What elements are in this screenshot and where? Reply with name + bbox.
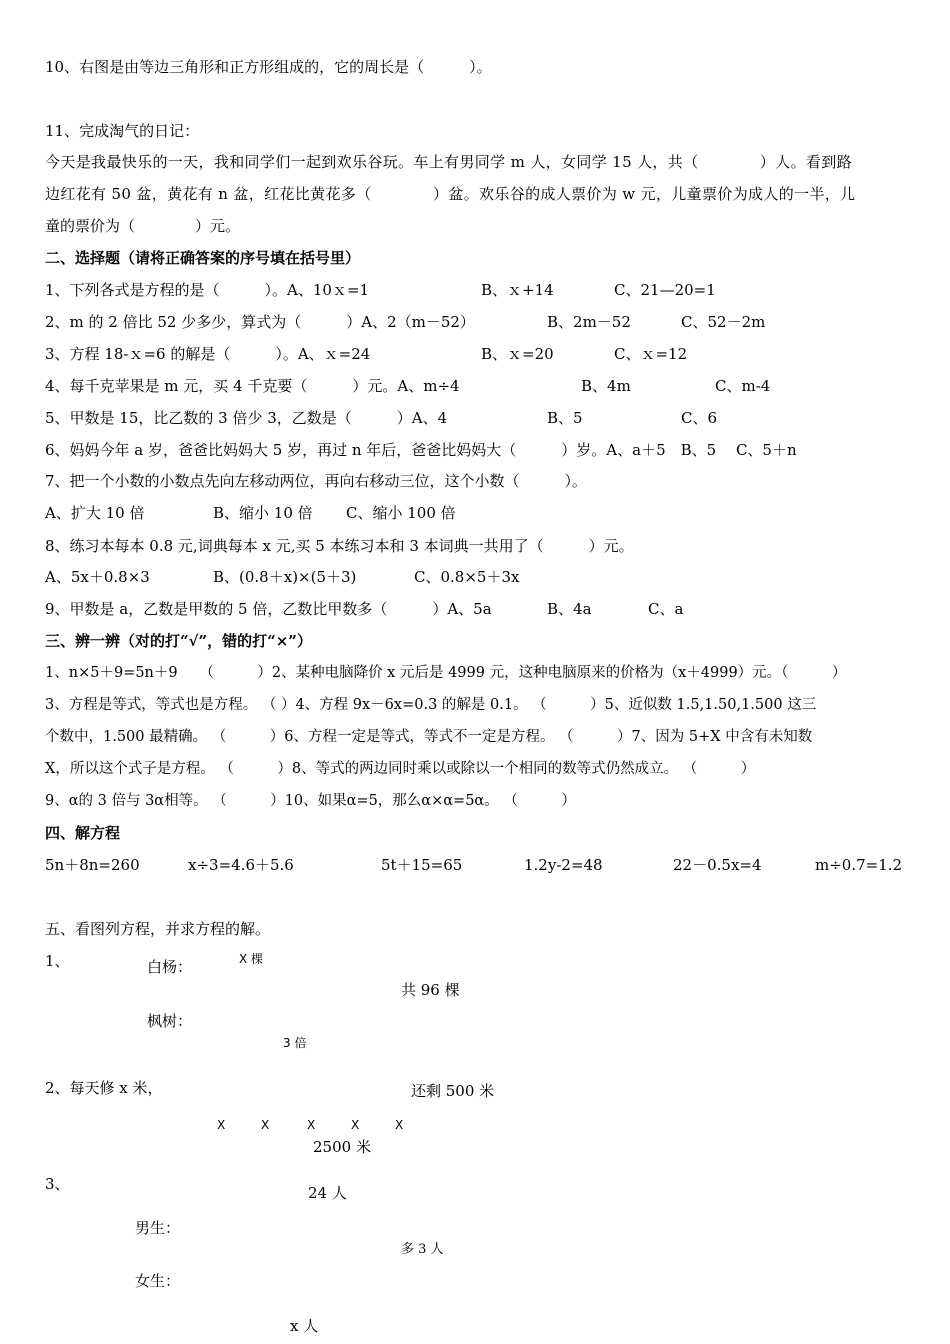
choice-option-b: B、缩小 10 倍 — [213, 504, 313, 522]
choice-option-c: C、m-4 — [715, 377, 771, 395]
choice-option-b: B、ｘ=20 — [481, 345, 554, 363]
question-11-line: 边红花有 50 盆，黄花有 n 盆，红花比黄花多（ ）盆。欢乐谷的成人票价为 w 元，儿童票价为成人的一半，儿 — [45, 185, 856, 203]
label-x-people: x 人 — [290, 1317, 319, 1335]
choice-question: 8、练习本每本 0.8 元,词典每本 x 元,买 5 本练习本和 3 本词典一共用了（ ）元。 — [45, 537, 634, 555]
label-boys: 男生： — [135, 1219, 181, 1237]
choice-question: 4、每千克苹果是 m 元，买 4 千克要（ ）元。A、m÷4 — [45, 377, 460, 395]
section-3-heading: 三、辨一辨（对的打“√”，错的打“×”） — [45, 632, 312, 650]
choice-option-b: B、2m－52 — [547, 313, 631, 331]
choice-question: 2、m 的 2 倍比 52 少多少，算式为（ ）A、2（m－52） — [45, 313, 475, 331]
judge-line: 个数中，1.500 最精确。 （ ）6、方程一定是等式，等式不一定是方程。 （ ）7、因为 5+X 中含有未知数 — [45, 729, 813, 745]
label-remain: 还剩 500 米 — [411, 1082, 495, 1100]
label-times: 3 倍 — [283, 1036, 307, 1050]
choice-question: 9、甲数是 a，乙数是甲数的 5 倍，乙数比甲数多（ ）A、5a — [45, 600, 492, 618]
choice-option-c: C、6 — [681, 409, 718, 427]
label-fengshu: 枫树： — [147, 1012, 193, 1030]
question-10: 10、右图是由等边三角形和正方形组成的，它的周长是（ ）。 — [45, 58, 492, 76]
choice-question: 3、方程 18-ｘ=6 的解是（ ）。A、ｘ=24 — [45, 345, 371, 363]
problem-2-label: 2、每天修 x 米， — [45, 1079, 163, 1097]
choice-question: 6、妈妈今年 a 岁，爸爸比妈妈大 5 岁，再过 n 年后，爸爸比妈妈大（ ）岁。A、a＋5 B、5 C、5＋n — [45, 441, 797, 459]
problem-1-number: 1、 — [45, 952, 70, 970]
x-mark: X — [351, 1118, 360, 1132]
section-4-heading: 四、解方程 — [45, 824, 121, 842]
label-x-trees: X 棵 — [239, 952, 264, 966]
x-mark: X — [261, 1118, 270, 1132]
equation: 22－0.5x=4 — [673, 856, 762, 874]
judge-line: 9、α的 3 倍与 3α相等。 （ ）10、如果α=5，那么α×α=5α。 （ ） — [45, 793, 576, 809]
choice-option-c: C、a — [648, 600, 684, 618]
question-11-line: 童的票价为（ ）元。 — [45, 217, 241, 235]
choice-option-b: B、4m — [581, 377, 631, 395]
label-count: 24 人 — [308, 1184, 347, 1202]
x-mark: X — [217, 1118, 226, 1132]
choice-option-c: C、0.8×5＋3x — [414, 568, 520, 586]
choice-question: 7、把一个小数的小数点先向左移动两位，再向右移动三位，这个小数（ ）。 — [45, 472, 588, 490]
equation: x÷3=4.6＋5.6 — [188, 856, 294, 874]
choice-option-b: B、5 — [547, 409, 583, 427]
equation: 5t＋15=65 — [381, 856, 463, 874]
choice-option-a: A、扩大 10 倍 — [45, 504, 145, 522]
judge-line: X，所以这个式子是方程。 （ ）8、等式的两边同时乘以或除以一个相同的数等式仍然成立。 （ ） — [45, 761, 756, 777]
judge-line: 3、方程是等式，等式也是方程。 （ ）4、方程 9x－6x=0.3 的解是 0.1。 （ ）5、近似数 1.5,1.50,1.500 这三 — [45, 697, 817, 713]
label-total: 共 96 棵 — [401, 981, 460, 999]
equation: 5n＋8n=260 — [45, 856, 140, 874]
equation: 1.2y-2=48 — [524, 856, 603, 874]
equation: m÷0.7=1.2 — [815, 856, 903, 874]
choice-question: 1、下列各式是方程的是（ ）。A、10ｘ=1 — [45, 281, 370, 299]
choice-option-c: C、52－2m — [681, 313, 766, 331]
section-5-heading: 五、看图列方程，并求方程的解。 — [45, 920, 271, 938]
question-11-line: 今天是我最快乐的一天，我和同学们一起到欢乐谷玩。车上有男同学 m 人，女同学 15 人，共（ ）人。看到路 — [45, 153, 852, 171]
label-total-length: 2500 米 — [313, 1138, 371, 1156]
label-baiyang: 白杨： — [147, 958, 193, 976]
x-mark: X — [395, 1118, 404, 1132]
label-more: 多 3 人 — [401, 1242, 444, 1257]
choice-option-c: C、缩小 100 倍 — [346, 504, 456, 522]
choice-option-b: B、ｘ+14 — [481, 281, 554, 299]
judge-line: 1、n×5＋9=5n＋9 （ ）2、某种电脑降价 x 元后是 4999 元，这种电脑原来的价格为（x＋4999）元。（ ） — [45, 665, 847, 681]
label-girls: 女生： — [135, 1272, 181, 1290]
choice-option-a: A、5x＋0.8×3 — [45, 568, 150, 586]
choice-option-b: B、(0.8＋x)×(5＋3) — [213, 568, 357, 586]
question-11-title: 11、完成淘气的日记： — [45, 122, 200, 140]
choice-option-c: C、ｘ=12 — [614, 345, 688, 363]
x-mark: X — [307, 1118, 316, 1132]
choice-option-b: B、4a — [547, 600, 592, 618]
section-2-heading: 二、选择题（请将正确答案的序号填在括号里） — [45, 249, 361, 267]
choice-option-c: C、21—20=1 — [614, 281, 716, 299]
choice-question: 5、甲数是 15，比乙数的 3 倍少 3，乙数是（ ）A、4 — [45, 409, 448, 427]
problem-3-number: 3、 — [45, 1175, 70, 1193]
